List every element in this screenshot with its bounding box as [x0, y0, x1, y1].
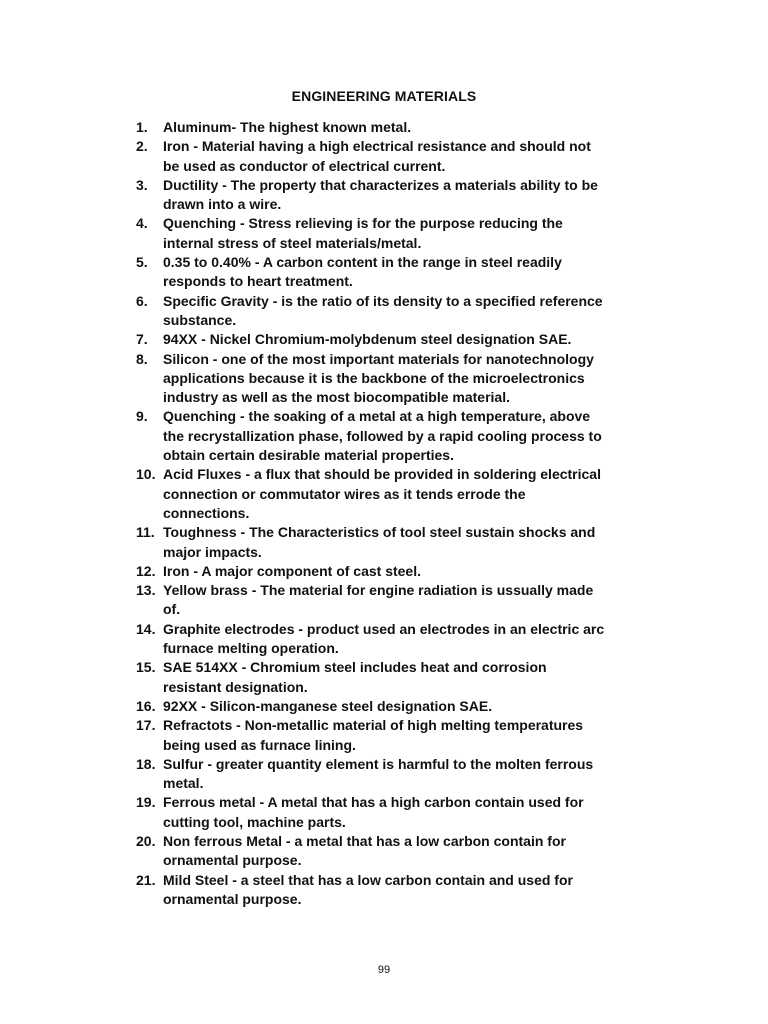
item-text-line: Toughness - The Characteristics of tool steel sustain shocks and [163, 524, 596, 541]
item-text [163, 832, 656, 871]
item-text-line: Graphite electrodes - product used an electrodes in an electric arc [163, 620, 605, 637]
list-item [136, 793, 656, 832]
list-item [136, 523, 656, 562]
item-text-line: obtain certain desirable material properties. [163, 447, 454, 464]
list-item [136, 253, 656, 292]
item-text-line: Sulfur - greater quantity element is harmful to the molten ferrous [163, 755, 594, 772]
page-title: ENGINEERING MATERIALS [291, 88, 477, 104]
item-text [163, 697, 656, 716]
list-item [136, 214, 656, 253]
list-item [136, 407, 656, 465]
list-item [136, 697, 656, 716]
list-item [136, 832, 656, 871]
item-text [163, 330, 656, 349]
list-item [136, 716, 656, 755]
list-item [136, 871, 656, 910]
item-text [163, 871, 656, 910]
item-text [163, 407, 656, 465]
item-number: 20. [136, 832, 156, 849]
item-text-line: Aluminum- The highest known metal. [163, 119, 412, 135]
item-number: 19. [136, 794, 156, 811]
item-text [163, 118, 656, 137]
item-text-line: cutting tool, machine parts. [163, 813, 346, 830]
item-text-line: ornamental purpose. [163, 890, 302, 907]
item-text [163, 176, 656, 215]
item-text-line: Non ferrous Metal - a metal that has a low carbon contain for [163, 832, 566, 849]
item-text [163, 716, 656, 755]
item-number: 21. [136, 871, 156, 888]
item-text-line: Ferrous metal - A metal that has a high carbon contain used for [163, 794, 584, 811]
item-text [163, 620, 656, 659]
item-text [163, 523, 656, 562]
item-text-line: major impacts. [163, 543, 262, 560]
item-text-line: substance. [163, 311, 237, 328]
list-item [136, 330, 656, 349]
item-number: 14. [136, 620, 156, 637]
item-text [163, 793, 656, 832]
item-number: 4. [136, 215, 148, 232]
list-item [136, 292, 656, 331]
item-text-line: being used as furnace lining. [163, 736, 356, 753]
item-text-line: resistant designation. [163, 678, 308, 695]
list-item [136, 755, 656, 794]
item-text-line: drawn into a wire. [163, 196, 282, 213]
item-number: 10. [136, 466, 156, 483]
item-text-line: responds to heart treatment. [163, 273, 353, 290]
list-item [136, 620, 656, 659]
item-text [163, 562, 656, 581]
item-number: 5. [136, 254, 148, 271]
item-text-line: Ductility - The property that characterizes a materials ability to be [163, 176, 598, 193]
item-number: 11. [136, 524, 155, 541]
item-text [163, 755, 656, 794]
item-number: 1. [136, 119, 148, 135]
item-text [163, 214, 656, 253]
item-text [163, 581, 656, 620]
list-item [136, 176, 656, 215]
item-text-line: the recrystallization phase, followed by a rapid cooling process to [163, 427, 602, 444]
item-text-line: 0.35 to 0.40% - A carbon content in the range in steel readily [163, 254, 562, 271]
item-number: 6. [136, 292, 148, 309]
item-text [163, 292, 656, 331]
item-text-line: internal stress of steel materials/metal. [163, 234, 422, 251]
item-text-line: connections. [163, 504, 250, 521]
item-text-line: applications because it is the backbone of the microelectronics [163, 369, 585, 386]
item-text-line: Iron - A major component of cast steel. [163, 562, 422, 579]
list-item [136, 137, 656, 176]
item-text-line: Acid Fluxes - a flux that should be provided in soldering electrical [163, 466, 601, 483]
item-text-line: Specific Gravity - is the ratio of its density to a specified reference [163, 292, 603, 309]
numbered-list [136, 118, 656, 909]
item-number: 18. [136, 755, 156, 772]
item-text-line: Iron - Material having a high electrical resistance and should not [163, 138, 591, 155]
item-text-line: connection or commutator wires as it tends errode the [163, 485, 526, 502]
item-number: 12. [136, 562, 156, 579]
item-text-line: SAE 514XX - Chromium steel includes heat and corrosion [163, 659, 547, 676]
item-number: 17. [136, 717, 156, 734]
item-number: 15. [136, 659, 156, 676]
item-number: 16. [136, 697, 156, 714]
list-item [136, 562, 656, 581]
item-text [163, 350, 656, 408]
item-text [163, 253, 656, 292]
item-text [163, 137, 656, 176]
list-item [136, 658, 656, 697]
list-item [136, 465, 656, 523]
item-text [163, 658, 656, 697]
item-text-line: Refractots - Non-metallic material of high melting temperatures [163, 717, 584, 734]
list-item [136, 581, 656, 620]
item-text-line: Yellow brass - The material for engine radiation is ussually made [163, 582, 594, 599]
item-text-line: industry as well as the most biocompatible material. [163, 389, 510, 406]
item-text [163, 465, 656, 523]
item-text-line: Mild Steel - a steel that has a low carbon contain and used for [163, 871, 573, 888]
list-item [136, 118, 656, 137]
item-text-line: 92XX - Silicon-manganese steel designation SAE. [163, 697, 493, 714]
item-number: 3. [136, 176, 148, 193]
item-number: 9. [136, 408, 148, 425]
list-item [136, 350, 656, 408]
item-text-line: Silicon - one of the most important materials for nanotechnology [163, 350, 594, 367]
item-text-line: metal. [163, 775, 204, 792]
item-text-line: ornamental purpose. [163, 852, 302, 869]
item-text-line: of. [163, 601, 181, 618]
item-text-line: furnace melting operation. [163, 640, 339, 657]
page-number: 99 [377, 964, 391, 976]
item-text-line: 94XX - Nickel Chromium-molybdenum steel designation SAE. [163, 331, 572, 348]
item-number: 8. [136, 350, 148, 367]
item-text-line: Quenching - Stress relieving is for the purpose reducing the [163, 215, 563, 232]
item-text-line: be used as conductor of electrical current. [163, 157, 446, 174]
item-text-line: Quenching - the soaking of a metal at a high temperature, above [163, 408, 591, 425]
item-number: 7. [136, 331, 148, 348]
item-number: 13. [136, 582, 156, 599]
item-number: 2. [136, 138, 148, 155]
